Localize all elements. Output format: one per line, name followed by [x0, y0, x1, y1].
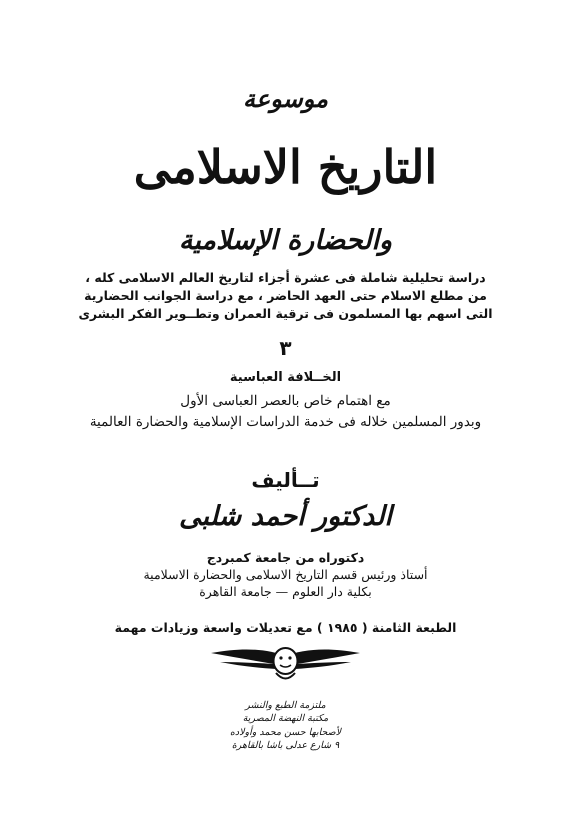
volume-number: ٣: [279, 336, 292, 360]
author-name: الدكتور أحمد شلبى: [179, 501, 392, 532]
author-position: أستاذ ورئيس قسم التاريخ الاسلامى والحضارة الاسلامية: [143, 567, 428, 582]
publisher-name: مكتبة النهضة المصرية: [242, 713, 329, 724]
publisher-address: ٩ شارع عدلى باشا بالقاهرة: [231, 740, 340, 751]
publisher-owners: لأصحابها حسن محمد وأولاده: [229, 727, 342, 738]
edition-note: الطبعة الثامنة ( ١٩٨٥ ) مع تعديلات واسعة وزيادات مهمة: [114, 620, 457, 635]
focus-line-1: مع اهتمام خاص بالعصر العباسى الأول: [180, 393, 391, 409]
main-title: التاريخ الاسلامى: [133, 140, 438, 194]
publisher-line-1: ملتزمة الطبع والنشر: [245, 700, 326, 711]
description-line-2: من مطلع الاسلام حتى العهد الحاضر ، مع دراسة الجوانب الحضارية: [84, 288, 487, 303]
volume-title: الخــلافة العباسية: [229, 370, 342, 385]
description-line-3: التى اسهم بها المسلمون فى ترقية العمران وتطــوير الفكر البشرى: [78, 306, 493, 321]
author-degree: دكتوراه من جامعة كمبردج: [206, 550, 365, 565]
description-line-1: دراسة تحليلية شاملة فى عشرة أجزاء لتاريخ العالم الاسلامى كله ،: [85, 270, 486, 285]
author-faculty: بكلية دار العلوم — جامعة القاهرة: [199, 584, 372, 599]
focus-line-2: وبدور المسلمين خلاله فى خدمة الدراسات الإسلامية والحضارة العالمية: [89, 414, 482, 430]
authored-by-label: تــأليف: [251, 468, 320, 492]
winged-emblem-icon: [208, 640, 363, 685]
subtitle: والحضارة الإسلامية: [178, 225, 393, 256]
series-label: موسوعة: [243, 84, 328, 113]
